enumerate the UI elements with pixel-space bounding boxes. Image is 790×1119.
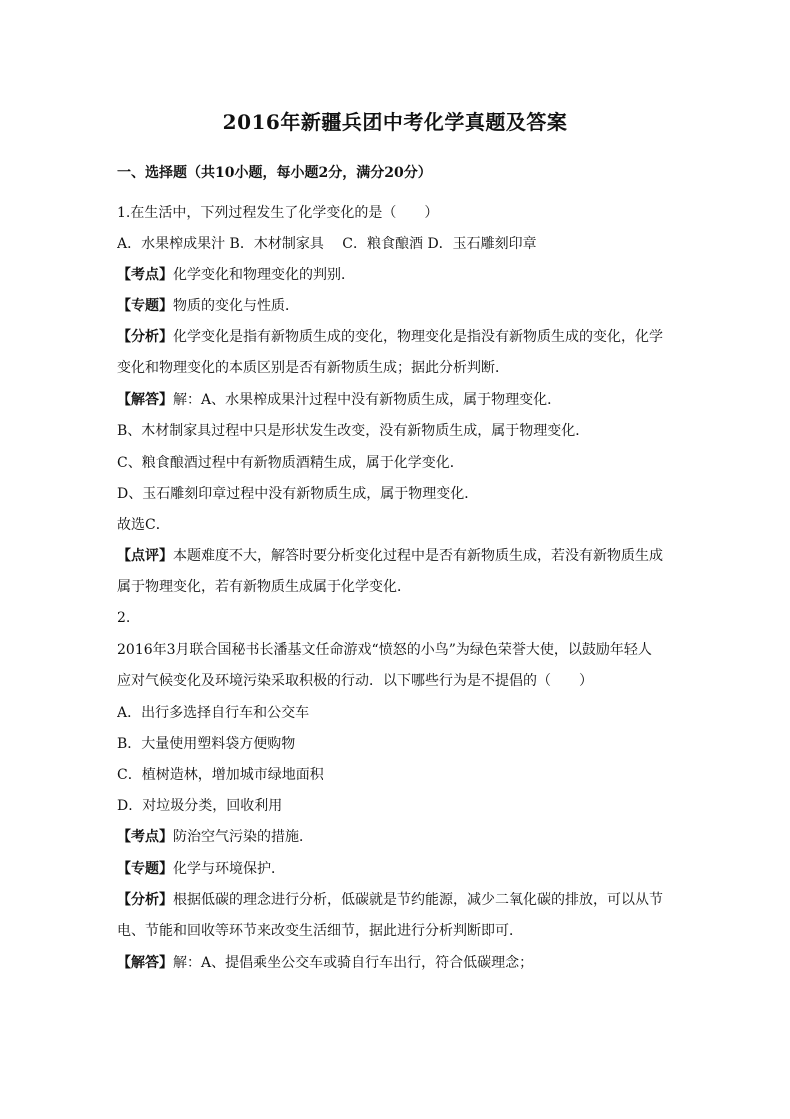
zhuanti-text: 物质的变化与性质． (173, 298, 299, 314)
q1-fenxi-line-2: 变化和物理变化的本质区别是否有新物质生成；据此分析判断． (117, 360, 509, 376)
q1-stem: 1.在生活中，下列过程发生了化学变化的是（ ） (117, 205, 439, 221)
dianping-tag: 【点评】 (117, 548, 173, 564)
q1-jieda-line-2: B、木材制家具过程中只是形状发生改变，没有新物质生成，属于物理变化． (117, 423, 590, 439)
kaodian-tag: 【考点】 (117, 829, 173, 845)
q1-options: A．水果榨成果汁 B．木材制家具 C．粮食酿酒 D．玉石雕刻印章 (117, 236, 537, 252)
fenxi-text: 化学变化是指有新物质生成的变化，物理变化是指没有新物质生成的变化，化学 (173, 329, 663, 345)
q1-kaodian (117, 266, 677, 284)
zhuanti-tag: 【专题】 (117, 298, 173, 314)
q1-answer: 故选C． (117, 517, 170, 533)
jieda-text: 解：A、提倡乘坐公交车或骑自行车出行，符合低碳理念； (173, 955, 534, 971)
kaodian-text: 防治空气污染的措施． (173, 829, 313, 845)
q2-fenxi-line-2: 电、节能和回收等环节来改变生活细节，据此进行分析判断即可． (117, 923, 523, 939)
q2-zhuanti (117, 860, 677, 878)
q1-fenxi-line-1 (117, 328, 677, 346)
section-header: 一、选择题（共10小题，每小题2分，满分20分） (117, 165, 432, 181)
q1-jieda-line-1 (117, 391, 677, 409)
q2-option-b: B．大量使用塑料袋方便购物 (117, 736, 296, 752)
zhuanti-tag: 【专题】 (117, 861, 173, 877)
kaodian-tag: 【考点】 (117, 267, 173, 283)
jieda-tag: 【解答】 (117, 392, 173, 408)
q2-jieda-line-1 (117, 954, 677, 972)
jieda-text: 解：A、水果榨成果汁过程中没有新物质生成，属于物理变化． (173, 392, 562, 408)
q2-option-a: A．出行多选择自行车和公交车 (117, 705, 310, 721)
fenxi-tag: 【分析】 (117, 329, 173, 345)
document-title: 2016年新疆兵团中考化学真题及答案 (222, 110, 568, 134)
q1-jieda-line-4: D、玉石雕刻印章过程中没有新物质生成，属于物理变化． (117, 486, 479, 502)
q2-stem-line-2: 应对气候变化及环境污染采取积极的行动．以下哪些行为是不提倡的（ ） (117, 673, 593, 689)
dianping-text: 本题难度不大，解答时要分析变化过程中是否有新物质生成，若没有新物质生成 (173, 548, 663, 564)
zhuanti-text: 化学与环境保护． (173, 861, 285, 877)
q2-option-d: D．对垃圾分类，回收利用 (117, 798, 283, 814)
kaodian-text: 化学变化和物理变化的判别． (173, 267, 355, 283)
fenxi-text: 根据低碳的理念进行分析，低碳就是节约能源，减少二氧化碳的排放，可以从节 (173, 892, 663, 908)
q2-stem-line-1: 2016年3月联合国秘书长潘基文任命游戏“愤怒的小鸟”为绿色荣誉大使，以鼓励年轻人 (117, 642, 652, 658)
q1-dianping-line-2: 属于物理变化，若有新物质生成属于化学变化． (117, 579, 411, 595)
fenxi-tag: 【分析】 (117, 892, 173, 908)
q2-kaodian (117, 828, 677, 846)
jieda-tag: 【解答】 (117, 955, 173, 971)
q2-option-c: C．植树造林，增加城市绿地面积 (117, 767, 324, 783)
q2-number: 2. (117, 610, 131, 626)
q1-zhuanti (117, 297, 677, 315)
q1-jieda-line-3: C、粮食酿酒过程中有新物质酒精生成，属于化学变化． (117, 455, 464, 471)
q2-fenxi-line-1 (117, 891, 677, 909)
q1-dianping-line-1 (117, 547, 677, 565)
